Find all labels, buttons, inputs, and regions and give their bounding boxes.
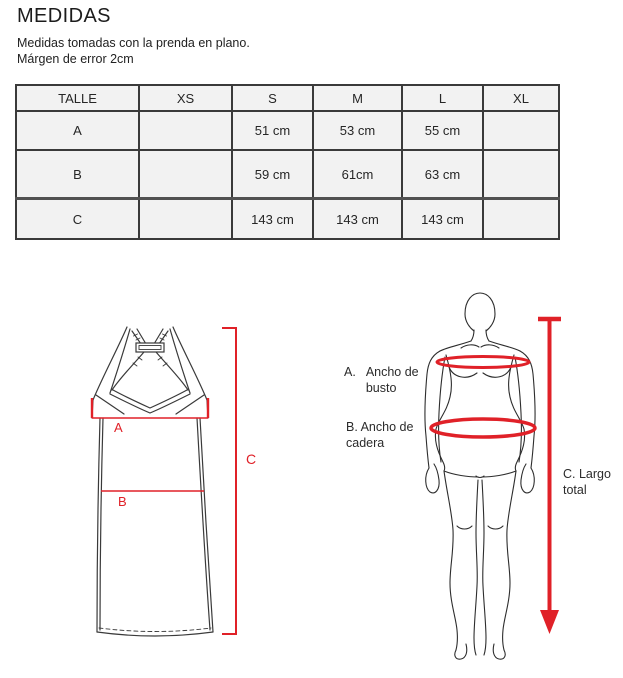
cell-c-l: 143 cm (402, 199, 483, 240)
cell-a-s: 51 cm (232, 111, 313, 150)
header-cell-talle: TALLE (16, 85, 139, 111)
dress-outline (92, 327, 213, 636)
table-row (16, 111, 559, 150)
row-label-b: B (16, 150, 139, 199)
cell-b-l: 63 cm (402, 150, 483, 199)
table-header-row (16, 85, 559, 111)
header-cell-xs: XS (139, 85, 232, 111)
hip-measure-ellipse (431, 419, 535, 437)
header-cell-xl: XL (483, 85, 559, 111)
cell-b-xl (483, 150, 559, 199)
dress-measure-lines (92, 328, 236, 634)
dress-sketch (60, 300, 300, 660)
cell-b-xs (139, 150, 232, 199)
row-label-c: C (16, 199, 139, 240)
annotation-length: C. Largo total (563, 467, 611, 497)
annotation-bust-text: Ancho de busto (365, 365, 419, 395)
page-subtitle (17, 35, 250, 67)
cell-c-xl (483, 199, 559, 240)
table-row (16, 199, 559, 240)
dress-label-b: B (118, 494, 127, 509)
cell-a-l: 55 cm (402, 111, 483, 150)
annotation-bust (344, 364, 419, 396)
cell-c-m: 143 cm (313, 199, 402, 240)
header-cell-l: L (402, 85, 483, 111)
header-cell-m: M (313, 85, 402, 111)
size-table (15, 84, 560, 240)
dress-label-a: A (114, 420, 123, 435)
cell-c-s: 143 cm (232, 199, 313, 240)
dress-label-c: C (246, 451, 257, 467)
measure-bracket-c (222, 328, 236, 634)
cell-a-m: 53 cm (313, 111, 402, 150)
length-arrow (538, 319, 561, 634)
body-outline (425, 293, 535, 659)
cell-a-xl (483, 111, 559, 150)
subtitle-line-2: Márgen de error 2cm (17, 52, 134, 66)
row-label-a: A (16, 111, 139, 150)
bust-measure-ellipse (437, 357, 529, 368)
table-row (16, 150, 559, 199)
header-cell-s: S (232, 85, 313, 111)
annotation-hip: B. Ancho de cadera (346, 420, 414, 450)
cell-c-xs (139, 199, 232, 240)
strap-clasp-icon (136, 343, 164, 352)
cell-b-s: 59 cm (232, 150, 313, 199)
page-title: MEDIDAS (17, 5, 111, 27)
cell-a-xs (139, 111, 232, 150)
annotation-bust-key: A. (344, 365, 356, 379)
cell-b-m: 61cm (313, 150, 402, 199)
subtitle-line-1: Medidas tomadas con la prenda en plano. (17, 36, 250, 50)
